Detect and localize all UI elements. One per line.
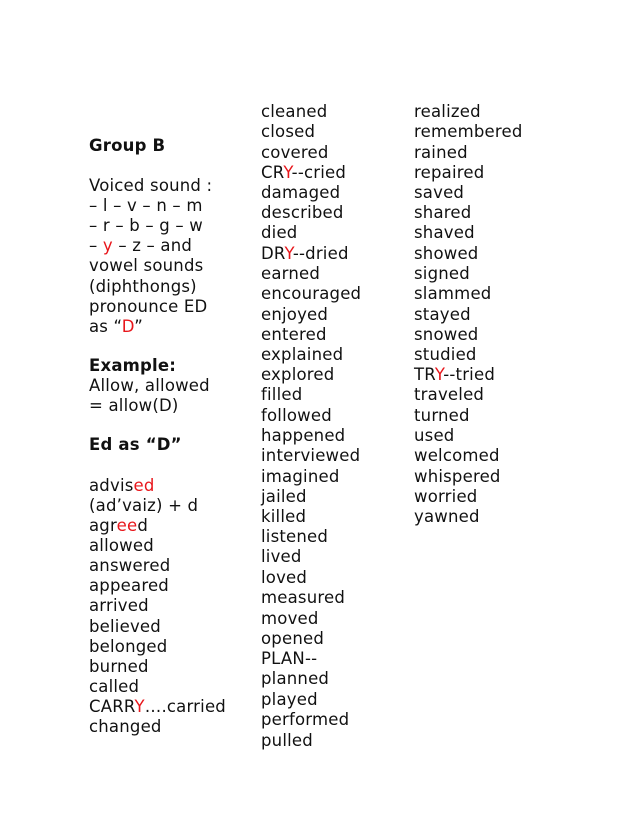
text-segment: loved	[261, 568, 308, 587]
text-segment: worried	[414, 487, 478, 506]
text-line	[89, 576, 169, 596]
text-segment: changed	[89, 717, 162, 736]
text-segment: rained	[414, 143, 468, 162]
text-line	[414, 102, 481, 122]
text-line	[414, 467, 501, 487]
text-segment: vowel sounds	[89, 256, 204, 275]
text-segment: encouraged	[261, 284, 362, 303]
text-line	[261, 183, 340, 203]
text-segment: played	[261, 690, 318, 709]
text-segment: performed	[261, 710, 350, 729]
highlighted-letters: ed	[133, 476, 155, 495]
text-segment: Voiced sound :	[89, 176, 213, 195]
text-line	[261, 102, 327, 122]
text-segment: agr	[89, 516, 117, 535]
text-segment: CR	[261, 163, 284, 182]
text-segment: jailed	[261, 487, 307, 506]
text-line	[261, 588, 345, 608]
text-line	[414, 305, 471, 325]
text-line	[414, 163, 484, 183]
text-line	[261, 527, 328, 547]
text-segment: as “	[89, 317, 122, 336]
text-segment: advis	[89, 476, 134, 495]
highlighted-letters: D	[121, 317, 135, 336]
text-segment: –	[89, 236, 103, 255]
text-segment: CARR	[89, 697, 135, 716]
text-segment: described	[261, 203, 344, 222]
heading-text	[89, 435, 182, 455]
text-line	[261, 122, 315, 142]
text-segment: arrived	[89, 596, 149, 615]
text-line	[414, 122, 523, 142]
text-line	[89, 697, 226, 717]
text-segment: --tried	[443, 365, 495, 384]
text-line	[261, 446, 360, 466]
text-segment: listened	[261, 527, 329, 546]
text-segment: enjoyed	[261, 305, 329, 324]
text-line	[89, 677, 139, 697]
text-segment: appeared	[89, 576, 169, 595]
text-segment: happened	[261, 426, 346, 445]
text-segment: moved	[261, 609, 319, 628]
text-line	[89, 496, 198, 516]
text-line	[261, 467, 340, 487]
text-segment: shaved	[414, 223, 475, 242]
text-segment: allowed	[89, 536, 154, 555]
text-segment: (ad’vaiz) + d	[89, 496, 199, 515]
heading-text	[89, 356, 176, 376]
text-line	[89, 176, 212, 196]
highlighted-letters: ee	[116, 516, 138, 535]
text-segment: --cried	[291, 163, 347, 182]
text-segment: traveled	[414, 385, 485, 404]
text-segment: Example:	[89, 356, 177, 375]
text-line	[261, 669, 329, 689]
text-segment: planned	[261, 669, 330, 688]
text-line	[261, 609, 319, 629]
text-line	[89, 196, 203, 216]
text-segment: filled	[261, 385, 303, 404]
text-segment: followed	[261, 406, 332, 425]
highlighted-letters: Y	[284, 244, 293, 263]
text-segment: answered	[89, 556, 171, 575]
text-segment: signed	[414, 264, 470, 283]
text-segment: (diphthongs)	[89, 277, 197, 296]
text-segment: snowed	[414, 325, 479, 344]
text-line	[414, 264, 470, 284]
text-segment: entered	[261, 325, 327, 344]
text-segment: killed	[261, 507, 307, 526]
text-line	[414, 385, 484, 405]
text-line	[414, 183, 464, 203]
text-segment: burned	[89, 657, 149, 676]
text-line	[261, 547, 302, 567]
highlighted-letters: y	[102, 236, 113, 255]
text-line	[414, 284, 491, 304]
text-segment: turned	[414, 406, 470, 425]
highlighted-letters: Y	[434, 365, 444, 384]
text-line	[89, 396, 179, 416]
text-line	[414, 203, 471, 223]
text-line	[261, 345, 343, 365]
text-line	[89, 516, 148, 536]
text-segment: PLAN--	[261, 649, 318, 668]
text-segment: Allow, allowed	[89, 376, 210, 395]
heading-text	[89, 136, 165, 156]
text-line	[89, 476, 155, 496]
text-line	[261, 487, 307, 507]
text-line	[414, 365, 495, 385]
text-segment: explained	[261, 345, 344, 364]
text-line	[89, 717, 162, 737]
text-segment: studied	[414, 345, 477, 364]
text-line	[89, 256, 203, 276]
text-segment: pulled	[261, 731, 313, 750]
text-line	[414, 446, 500, 466]
text-line	[89, 376, 210, 396]
text-line	[261, 629, 324, 649]
text-line	[89, 637, 167, 657]
text-line	[261, 568, 307, 588]
text-line	[414, 406, 470, 426]
text-line	[89, 317, 143, 337]
text-line	[261, 385, 302, 405]
text-segment: covered	[261, 143, 329, 162]
text-line	[261, 305, 328, 325]
text-segment: belonged	[89, 637, 168, 656]
text-segment: Group B	[89, 136, 166, 155]
text-line	[261, 223, 297, 243]
text-line	[89, 596, 149, 616]
text-line	[89, 556, 170, 576]
text-segment: yawned	[414, 507, 480, 526]
text-line	[261, 731, 313, 751]
text-line	[261, 690, 318, 710]
text-segment: ”	[134, 317, 144, 336]
text-segment: whispered	[414, 467, 501, 486]
text-line	[89, 216, 203, 236]
text-line	[261, 365, 334, 385]
text-line	[414, 143, 468, 163]
text-line	[261, 406, 332, 426]
text-segment: opened	[261, 629, 325, 648]
text-line	[261, 325, 327, 345]
text-segment: saved	[414, 183, 465, 202]
text-segment: damaged	[261, 183, 341, 202]
text-segment: showed	[414, 244, 479, 263]
text-segment: measured	[261, 588, 346, 607]
text-segment: imagined	[261, 467, 340, 486]
text-line	[261, 143, 329, 163]
text-segment: TR	[414, 365, 435, 384]
text-line	[89, 617, 161, 637]
text-segment: ….carried	[144, 697, 226, 716]
highlighted-letters: Y	[134, 697, 145, 716]
text-segment: lived	[261, 547, 302, 566]
text-line	[261, 649, 317, 669]
text-line	[89, 277, 197, 297]
text-line	[261, 284, 361, 304]
text-line	[261, 710, 349, 730]
text-line	[414, 325, 478, 345]
text-segment: – l – v – n – m	[89, 196, 203, 215]
text-segment: – r – b – g – w	[89, 216, 203, 235]
text-segment: believed	[89, 617, 161, 636]
text-line	[261, 244, 349, 264]
text-line	[261, 426, 345, 446]
text-segment: = allow(D)	[89, 396, 179, 415]
highlighted-letters: Y	[283, 163, 292, 182]
text-line	[89, 536, 154, 556]
text-segment: closed	[261, 122, 316, 141]
text-line	[89, 297, 207, 317]
text-line	[414, 507, 480, 527]
text-segment: interviewed	[261, 446, 361, 465]
text-segment: pronounce ED	[89, 297, 208, 316]
text-segment: welcomed	[414, 446, 500, 465]
text-segment: Ed as “D”	[89, 435, 182, 454]
text-line	[414, 426, 454, 446]
text-line	[414, 223, 475, 243]
text-segment: called	[89, 677, 140, 696]
text-segment: used	[414, 426, 455, 445]
text-line	[414, 244, 478, 264]
text-line	[261, 264, 320, 284]
text-segment: repaired	[414, 163, 485, 182]
text-segment: DR	[261, 244, 285, 263]
text-segment: cleaned	[261, 102, 328, 121]
text-line	[89, 236, 192, 256]
text-line	[261, 203, 344, 223]
text-line	[261, 507, 306, 527]
text-segment: earned	[261, 264, 321, 283]
text-line	[414, 345, 477, 365]
text-segment: --dried	[292, 244, 349, 263]
text-segment: d	[137, 516, 148, 535]
text-segment: – z – and	[112, 236, 193, 255]
text-line	[261, 163, 346, 183]
text-line	[414, 487, 477, 507]
text-segment: stayed	[414, 305, 471, 324]
text-segment: remembered	[414, 122, 523, 141]
text-segment: explored	[261, 365, 335, 384]
text-segment: shared	[414, 203, 472, 222]
text-segment: died	[261, 223, 298, 242]
text-segment: slammed	[414, 284, 492, 303]
text-line	[89, 657, 149, 677]
text-segment: realized	[414, 102, 481, 121]
